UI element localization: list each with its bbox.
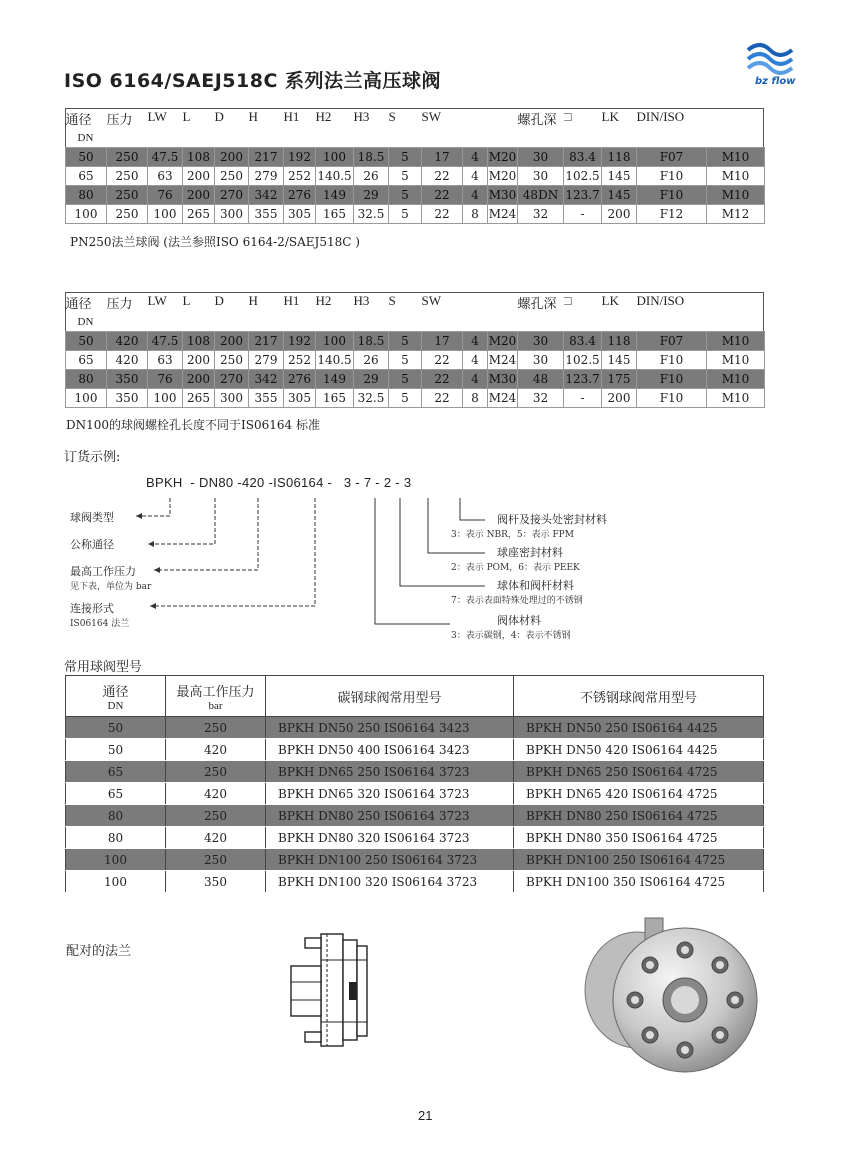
table-cell: 22 xyxy=(422,167,463,186)
spec-table-pn420 xyxy=(65,293,765,408)
table-cell: 192 xyxy=(284,148,316,167)
table-cell: 355 xyxy=(249,205,284,224)
table-cell: 5 xyxy=(389,389,422,408)
table-cell: 250 xyxy=(215,167,249,186)
table-cell: 217 xyxy=(249,332,284,351)
table-cell: 217 xyxy=(249,148,284,167)
table-cell: 29 xyxy=(354,186,389,205)
table-cell: 80 xyxy=(66,805,166,827)
spec-header-cell xyxy=(463,293,488,312)
table-cell: 276 xyxy=(284,186,316,205)
table-cell: 48 xyxy=(518,370,564,389)
table-cell: F10 xyxy=(637,186,707,205)
spec-header-cell: H3 xyxy=(353,109,370,124)
table-cell: M30 xyxy=(488,186,518,205)
table-cell: 76 xyxy=(148,370,183,389)
table-cell: 65 xyxy=(66,351,107,370)
table-row xyxy=(66,871,764,893)
table-cell: 22 xyxy=(422,351,463,370)
table-row xyxy=(66,739,764,761)
table-cell: BPKH DN50 420 IS06164 4425 xyxy=(514,739,764,761)
table-cell: 250 xyxy=(107,186,148,205)
table-cell: 200 xyxy=(215,148,249,167)
label-seat-seal: 球座密封材料 xyxy=(497,546,563,559)
table-cell: 140.5 xyxy=(316,351,354,370)
table-cell: F10 xyxy=(637,351,707,370)
order-example-label: 订货示例: xyxy=(64,450,121,465)
spec-header-cell: H3 xyxy=(353,293,370,308)
table-cell: 350 xyxy=(107,370,148,389)
table-cell: M24 xyxy=(488,205,518,224)
spec-header-cell: 螺孔深 xyxy=(517,112,557,127)
table-cell: 22 xyxy=(422,370,463,389)
table-cell: 175 xyxy=(602,370,637,389)
table-cell: 420 xyxy=(166,827,266,849)
table-cell: 250 xyxy=(107,167,148,186)
table-cell: 32 xyxy=(518,389,564,408)
table-cell: 350 xyxy=(107,389,148,408)
label-body-material-sub: 3：表示碳钢，4：表示不锈钢 xyxy=(451,631,571,641)
spec-header-dn: DN xyxy=(77,131,94,144)
label-nominal-diameter: 公称通径 xyxy=(70,538,114,551)
spec-header-cell: H2 xyxy=(315,109,332,124)
table-cell: 279 xyxy=(249,351,284,370)
table-row xyxy=(66,717,764,739)
table-cell: 100 xyxy=(66,849,166,871)
label-connection-type: 连接形式 xyxy=(70,602,114,615)
table-cell: 65 xyxy=(66,783,166,805)
table-cell: F12 xyxy=(637,205,707,224)
table1-note: PN250法兰球阀 (法兰参照ISO 6164-2/SAEJ518C ) xyxy=(70,235,360,249)
table-cell: 50 xyxy=(66,332,107,351)
table-cell: 192 xyxy=(284,332,316,351)
table-cell: BPKH DN65 250 IS06164 3723 xyxy=(266,761,514,783)
order-code: BPKH - DN80 -420 -IS06164 - 3 - 7 - 2 - 3 xyxy=(146,475,412,490)
table-cell: 145 xyxy=(602,167,637,186)
table-cell: 145 xyxy=(602,186,637,205)
common-models-table xyxy=(65,675,764,893)
table-cell: 47.5 xyxy=(148,332,183,351)
table-cell: 30 xyxy=(518,167,564,186)
table-cell: 145 xyxy=(602,351,637,370)
mating-flange-label: 配对的法兰 xyxy=(66,944,132,959)
table-cell: 149 xyxy=(316,186,354,205)
table-cell: 4 xyxy=(463,148,488,167)
table-cell: 100 xyxy=(148,205,183,224)
table-cell: 32.5 xyxy=(354,205,389,224)
spec-header-cell: L xyxy=(182,109,191,124)
table-cell: 26 xyxy=(354,351,389,370)
table-cell: 100 xyxy=(148,389,183,408)
table-cell: 50 xyxy=(66,148,107,167)
spec-header-sub-row xyxy=(66,128,765,148)
table-cell: M20 xyxy=(488,332,518,351)
table-row xyxy=(66,827,764,849)
label-valve-type: 球阀类型 xyxy=(70,511,114,524)
spec-header-sub-row xyxy=(66,312,765,332)
table-cell: 8 xyxy=(463,389,488,408)
spec-header-cell: 通径 xyxy=(65,296,92,311)
table-cell: 4 xyxy=(463,186,488,205)
table-cell: 108 xyxy=(183,332,215,351)
table-cell: 5 xyxy=(389,351,422,370)
table-cell: BPKH DN50 250 IS06164 4425 xyxy=(514,717,764,739)
ball-valve-photo xyxy=(575,910,765,1080)
table-cell: F10 xyxy=(637,370,707,389)
table-cell: 279 xyxy=(249,167,284,186)
spec-header-row xyxy=(66,293,765,312)
spec-table-pn250 xyxy=(65,109,765,224)
table-cell: 123.7 xyxy=(564,186,602,205)
table-cell: F10 xyxy=(637,167,707,186)
spec-header-cell: H xyxy=(248,293,258,308)
table-cell: 30 xyxy=(518,148,564,167)
table-cell: 276 xyxy=(284,370,316,389)
page-title: ISO 6164/SAEJ518C 系列法兰高压球阀 xyxy=(64,70,441,92)
table-cell: 30 xyxy=(518,351,564,370)
table-cell: 5 xyxy=(389,167,422,186)
spec-header-cell xyxy=(488,109,518,128)
table-cell: M20 xyxy=(488,148,518,167)
label-max-pressure-sub: 见下表，单位为 bar xyxy=(70,582,152,592)
table-cell: M12 xyxy=(707,205,765,224)
spec-header-cell xyxy=(463,109,488,128)
table-cell: M30 xyxy=(488,370,518,389)
header-pressure: 最高工作压力 bar xyxy=(166,676,266,717)
table-cell: 140.5 xyxy=(316,167,354,186)
table-cell: BPKH DN65 420 IS06164 4725 xyxy=(514,783,764,805)
table-cell: F07 xyxy=(637,148,707,167)
table-cell: 32.5 xyxy=(354,389,389,408)
table-cell: 200 xyxy=(183,167,215,186)
table-cell: 118 xyxy=(602,332,637,351)
table2-note: DN100的球阀螺栓孔长度不同于IS06164 标准 xyxy=(66,418,320,432)
flange-cross-section-drawing xyxy=(283,920,393,1060)
table-row xyxy=(66,761,764,783)
table-cell: 250 xyxy=(166,717,266,739)
table-cell: 100 xyxy=(316,148,354,167)
label-max-pressure: 最高工作压力 xyxy=(70,565,136,578)
table-cell: 250 xyxy=(166,761,266,783)
table-row xyxy=(66,370,765,389)
common-table-header xyxy=(66,676,764,717)
table-row xyxy=(66,849,764,871)
table-cell: 22 xyxy=(422,205,463,224)
table-row xyxy=(66,205,765,224)
table-cell: 252 xyxy=(284,351,316,370)
table-cell: 22 xyxy=(422,389,463,408)
table-cell: 5 xyxy=(389,370,422,389)
table-cell: 65 xyxy=(66,761,166,783)
spec-header-cell: H xyxy=(248,109,258,124)
table-cell: 32 xyxy=(518,205,564,224)
table-cell: 165 xyxy=(316,389,354,408)
table-cell: 26 xyxy=(354,167,389,186)
table-cell: 300 xyxy=(215,205,249,224)
table-cell: 80 xyxy=(66,827,166,849)
table-cell: 200 xyxy=(602,389,637,408)
table-cell: 80 xyxy=(66,370,107,389)
table-cell: 200 xyxy=(183,351,215,370)
table-row xyxy=(66,167,765,186)
label-stem-seal: 阀杆及接头处密封材料 xyxy=(497,513,607,526)
table-cell: 18.5 xyxy=(354,148,389,167)
table-cell: 270 xyxy=(215,186,249,205)
spec-header-row xyxy=(66,109,765,128)
spec-header-cell: S xyxy=(388,293,396,308)
table-cell: 342 xyxy=(249,186,284,205)
spec-header-cell: D xyxy=(214,109,224,124)
table-cell: 50 xyxy=(66,739,166,761)
spec-header-cell: SW xyxy=(421,293,441,308)
logo-text: bz flow xyxy=(755,76,796,87)
table-cell: 118 xyxy=(602,148,637,167)
label-ball-stem-material-sub: 7：表示表面特殊处理过的不锈钢 xyxy=(451,596,583,606)
table-cell: 108 xyxy=(183,148,215,167)
table-cell: 342 xyxy=(249,370,284,389)
table-cell: 65 xyxy=(66,167,107,186)
table-cell: BPKH DN65 320 IS06164 3723 xyxy=(266,783,514,805)
table-cell: BPKH DN100 350 IS06164 4725 xyxy=(514,871,764,893)
table-cell: 355 xyxy=(249,389,284,408)
spec-header-cell: D xyxy=(214,293,224,308)
table-cell: 250 xyxy=(166,805,266,827)
order-diagram-lines xyxy=(130,490,490,630)
table-cell: M24 xyxy=(488,351,518,370)
page-number: 21 xyxy=(418,1108,433,1123)
table-cell: M10 xyxy=(707,186,765,205)
table-cell: 200 xyxy=(183,370,215,389)
table-cell: 48DN xyxy=(518,186,564,205)
table-cell: 4 xyxy=(463,351,488,370)
table-cell: 22 xyxy=(422,186,463,205)
label-connection-type-sub: IS06164 法兰 xyxy=(70,619,130,629)
table-cell: 18.5 xyxy=(354,332,389,351)
table-row xyxy=(66,783,764,805)
common-models-title: 常用球阀型号 xyxy=(64,660,143,675)
table-cell: - xyxy=(564,389,602,408)
spec-header-filler xyxy=(107,128,765,148)
table-row xyxy=(66,186,765,205)
spec-header-cell xyxy=(707,109,765,128)
table-cell: 63 xyxy=(148,167,183,186)
table-row xyxy=(66,148,765,167)
spec-header-cell: □ xyxy=(563,109,572,124)
table-cell: 200 xyxy=(602,205,637,224)
spec-header-cell: LK xyxy=(601,109,619,124)
table-cell: 76 xyxy=(148,186,183,205)
spec-header-cell xyxy=(488,293,518,312)
spec-header-cell: SW xyxy=(421,109,441,124)
table-cell: 5 xyxy=(389,148,422,167)
table-cell: 305 xyxy=(284,205,316,224)
table-cell: 200 xyxy=(215,332,249,351)
table-cell: 4 xyxy=(463,370,488,389)
table-cell: 420 xyxy=(166,739,266,761)
spec-header-cell: H1 xyxy=(283,293,300,308)
table-cell: BPKH DN80 250 IS06164 3723 xyxy=(266,805,514,827)
table-cell: 4 xyxy=(463,332,488,351)
table-cell: 300 xyxy=(215,389,249,408)
table-cell: 83.4 xyxy=(564,332,602,351)
table-cell: 265 xyxy=(183,389,215,408)
spec-header-cell: LW xyxy=(147,293,167,308)
spec-header-cell: DIN/ISO xyxy=(636,109,685,124)
table-cell: F07 xyxy=(637,332,707,351)
spec-header-filler xyxy=(107,312,765,332)
table-cell: 5 xyxy=(389,332,422,351)
table-cell: 420 xyxy=(166,783,266,805)
spec-header-cell: □ xyxy=(563,293,572,308)
table-cell: 420 xyxy=(107,351,148,370)
table-cell: F10 xyxy=(637,389,707,408)
table-cell: 102.5 xyxy=(564,167,602,186)
table-cell: 8 xyxy=(463,205,488,224)
table-cell: 17 xyxy=(422,148,463,167)
table-cell: 83.4 xyxy=(564,148,602,167)
table-cell: 29 xyxy=(354,370,389,389)
table-cell: - xyxy=(564,205,602,224)
spec-header-cell: H2 xyxy=(315,293,332,308)
spec-header-cell: S xyxy=(388,109,396,124)
table-cell: 5 xyxy=(389,205,422,224)
table-row xyxy=(66,351,765,370)
table-cell: 100 xyxy=(66,389,107,408)
header-dn: 通径 DN xyxy=(66,676,166,717)
table-cell: 50 xyxy=(66,717,166,739)
table-cell: 270 xyxy=(215,370,249,389)
table-cell: M24 xyxy=(488,389,518,408)
table-cell: 100 xyxy=(66,871,166,893)
label-ball-stem-material: 球体和阀杆材料 xyxy=(497,579,574,592)
table-cell: M20 xyxy=(488,167,518,186)
table-cell: 250 xyxy=(215,351,249,370)
spec-header-cell: LK xyxy=(601,293,619,308)
spec-header-cell: 压力 xyxy=(106,296,133,311)
table-cell: 17 xyxy=(422,332,463,351)
header-carbon-steel: 碳钢球阀常用型号 xyxy=(266,676,514,717)
label-body-material: 阀体材料 xyxy=(497,614,541,627)
table-cell: 420 xyxy=(107,332,148,351)
table-cell: M10 xyxy=(707,370,765,389)
table-cell: BPKH DN100 250 IS06164 4725 xyxy=(514,849,764,871)
table-cell: 250 xyxy=(107,205,148,224)
table-cell: 123.7 xyxy=(564,370,602,389)
table-cell: BPKH DN65 250 IS06164 4725 xyxy=(514,761,764,783)
table-cell: 165 xyxy=(316,205,354,224)
table-cell: BPKH DN100 250 IS06164 3723 xyxy=(266,849,514,871)
table-cell: 4 xyxy=(463,167,488,186)
table-cell: 305 xyxy=(284,389,316,408)
table-cell: 250 xyxy=(107,148,148,167)
spec-header-cell: DIN/ISO xyxy=(636,293,685,308)
table-cell: BPKH DN80 320 IS06164 3723 xyxy=(266,827,514,849)
spec-header-cell: 螺孔深 xyxy=(517,296,557,311)
table-cell: BPKH DN50 400 IS06164 3423 xyxy=(266,739,514,761)
table-cell: M10 xyxy=(707,148,765,167)
table-cell: 100 xyxy=(316,332,354,351)
table-cell: BPKH DN50 250 IS06164 3423 xyxy=(266,717,514,739)
table-row xyxy=(66,389,765,408)
table-row xyxy=(66,332,765,351)
table-cell: BPKH DN80 350 IS06164 4725 xyxy=(514,827,764,849)
table-cell: 30 xyxy=(518,332,564,351)
table-cell: 5 xyxy=(389,186,422,205)
table-cell: 252 xyxy=(284,167,316,186)
table-cell: 200 xyxy=(183,186,215,205)
table-cell: 47.5 xyxy=(148,148,183,167)
table-cell: 102.5 xyxy=(564,351,602,370)
table-cell: BPKH DN80 250 IS06164 4725 xyxy=(514,805,764,827)
spec-header-cell: L xyxy=(182,293,191,308)
spec-header-cell: H1 xyxy=(283,109,300,124)
table-cell: 100 xyxy=(66,205,107,224)
table-cell: M10 xyxy=(707,332,765,351)
table-cell: M10 xyxy=(707,351,765,370)
table-cell: 250 xyxy=(166,849,266,871)
table-cell: 350 xyxy=(166,871,266,893)
table-cell: 149 xyxy=(316,370,354,389)
spec-header-cell: 压力 xyxy=(106,112,133,127)
table-cell: 80 xyxy=(66,186,107,205)
spec-header-dn: DN xyxy=(77,315,94,328)
spec-header-cell xyxy=(707,293,765,312)
table-cell: 63 xyxy=(148,351,183,370)
table-cell: 265 xyxy=(183,205,215,224)
table-cell: M10 xyxy=(707,389,765,408)
spec-header-cell: LW xyxy=(147,109,167,124)
table-cell: BPKH DN100 320 IS06164 3723 xyxy=(266,871,514,893)
label-stem-seal-sub: 3：表示 NBR，5：表示 FPM xyxy=(451,530,574,540)
spec-header-cell: 通径 xyxy=(65,112,92,127)
label-seat-seal-sub: 2：表示 POM，6：表示 PEEK xyxy=(451,563,580,573)
table-cell: M10 xyxy=(707,167,765,186)
table-row xyxy=(66,805,764,827)
header-stainless-steel: 不锈钢球阀常用型号 xyxy=(514,676,764,717)
